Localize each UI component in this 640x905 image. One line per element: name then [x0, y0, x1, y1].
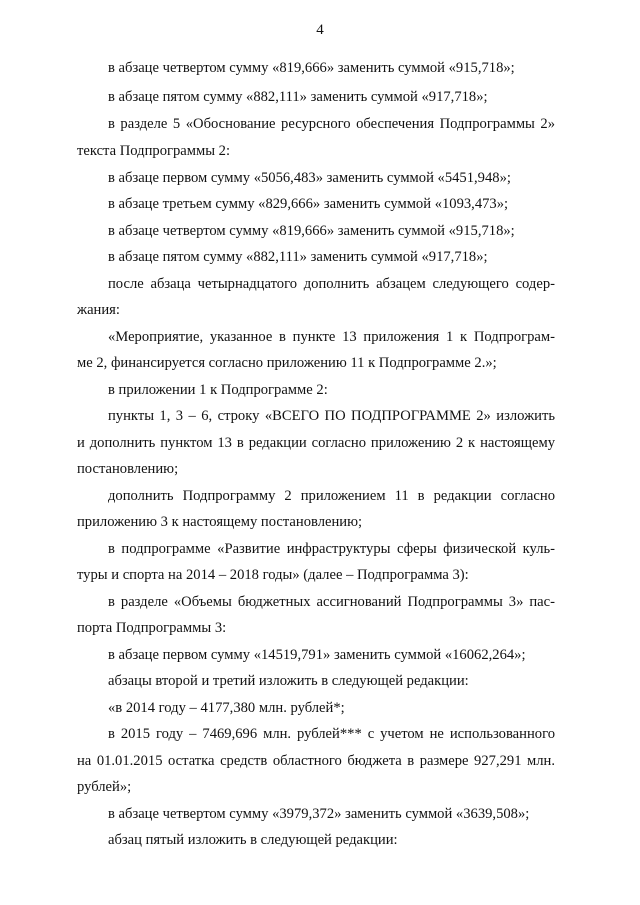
- text-line: абзац пятый изложить в следующей редакции:: [108, 832, 398, 848]
- text-line: туры и спорта на 2014 – 2018 годы» (далее – Подпрограмма 3):: [77, 567, 469, 583]
- text-line: в подпрограмме «Развитие инфраструктуры сферы физической куль-: [108, 541, 555, 557]
- text-line: порта Подпрограммы 3:: [77, 620, 227, 636]
- text-line: в разделе «Объемы бюджетных ассигнований Подпрограммы 3» пас-: [108, 594, 555, 610]
- text-line: абзацы второй и третий изложить в следующей редакции:: [108, 673, 469, 689]
- text-line: после абзаца четырнадцатого дополнить абзацем следующего содер-: [108, 276, 555, 292]
- text-line: ме 2, финансируется согласно приложению 11 к Подпрограмме 2.»;: [77, 355, 497, 371]
- text-line: «в 2014 году – 4177,380 млн. рублей*;: [108, 700, 345, 716]
- text-line: текста Подпрограммы 2:: [77, 143, 231, 159]
- text-line: в абзаце пятом сумму «882,111» заменить суммой «917,718»;: [108, 249, 488, 265]
- text-line: постановлению;: [77, 461, 179, 477]
- text-line: в абзаце четвертом сумму «819,666» заменить суммой «915,718»;: [108, 60, 515, 76]
- text-line: в абзаце четвертом сумму «3979,372» заменить суммой «3639,508»;: [108, 806, 530, 822]
- text-line: в абзаце пятом сумму «882,111» заменить суммой «917,718»;: [108, 89, 488, 105]
- text-line: «Мероприятие, указанное в пункте 13 приложения 1 к Подпрограм-: [108, 329, 555, 345]
- text-line: приложению 3 к настоящему постановлению;: [77, 514, 363, 530]
- text-line: рублей»;: [77, 779, 132, 795]
- text-line: и дополнить пунктом 13 в редакции согласно приложению 2 к настоящему: [77, 435, 555, 451]
- text-line: в абзаце четвертом сумму «819,666» заменить суммой «915,718»;: [108, 223, 515, 239]
- text-line: в абзаце первом сумму «5056,483» заменить суммой «5451,948»;: [108, 170, 511, 186]
- page-number: 4: [316, 22, 324, 38]
- text-line: в абзаце первом сумму «14519,791» заменить суммой «16062,264»;: [108, 647, 526, 663]
- text-line: пункты 1, 3 – 6, строку «ВСЕГО ПО ПОДПРОГРАММЕ 2» изложить: [108, 408, 555, 424]
- text-line: на 01.01.2015 остатка средств областного бюджета в размере 927,291 млн.: [77, 753, 555, 769]
- text-line: жания:: [77, 302, 120, 318]
- text-line: в 2015 году – 7469,696 млн. рублей*** с учетом не использованного: [108, 726, 555, 742]
- text-line: в разделе 5 «Обоснование ресурсного обеспечения Подпрограммы 2»: [108, 116, 555, 132]
- text-line: в абзаце третьем сумму «829,666» заменить суммой «1093,473»;: [108, 196, 509, 212]
- text-line: дополнить Подпрограмму 2 приложением 11 в редакции согласно: [108, 488, 555, 504]
- text-line: в приложении 1 к Подпрограмме 2:: [108, 382, 328, 398]
